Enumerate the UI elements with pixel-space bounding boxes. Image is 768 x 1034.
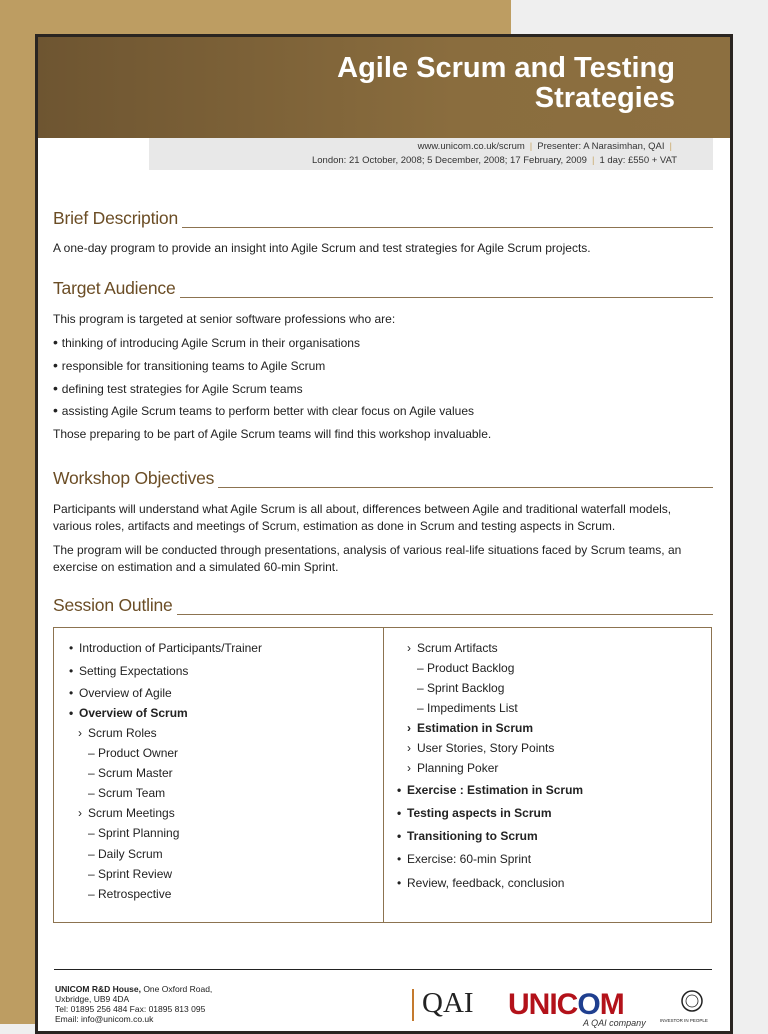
outline-item: • Overview of Agile: [69, 686, 172, 700]
investor-in-people-text: INVESTOR IN PEOPLE: [660, 1018, 708, 1023]
outline-subitem: › Scrum Roles: [78, 726, 157, 740]
course-dates: London: 21 October, 2008; 5 December, 2008; 17 February, 2009: [311, 155, 587, 166]
section-outline: [53, 596, 713, 618]
outline-title: Session Outline: [53, 595, 177, 615]
brochure-page: [35, 34, 733, 1034]
outline-subsubitem: – Product Backlog: [417, 661, 515, 675]
info-line-2: London: 21 October, 2008; 5 December, 2008; 17 February, 2009 | 1 day: £550 + VAT: [311, 155, 677, 166]
outline-subsubitem: – Sprint Review: [88, 867, 173, 881]
objectives-paragraph-2: The program will be conducted through presentations, analysis of various real-life situations faced by Scrum teams, an exercise on estimation and a simulated 60-min Sprint.: [53, 543, 682, 574]
outline-subitem: › Planning Poker: [407, 761, 499, 775]
outline-subsubitem: – Sprint Planning: [88, 826, 180, 840]
footer-divider: [54, 969, 712, 970]
outline-item: • Review, feedback, conclusion: [397, 876, 565, 890]
outline-subsubitem: – Sprint Backlog: [417, 681, 505, 695]
presenter: Presenter: A Narasimhan, QAI: [537, 141, 665, 152]
course-price: 1 day: £550 + VAT: [599, 155, 677, 166]
section-audience: [53, 279, 713, 301]
unicom-tagline: A QAI company: [583, 1018, 646, 1028]
footer-email[interactable]: Email: info@unicom.co.uk: [55, 1014, 154, 1024]
audience-intro: This program is targeted at senior software professions who are:: [53, 312, 396, 326]
qai-logo: QAI: [422, 987, 474, 1019]
footer-address: UNICOM R&D House, One Oxford Road, Uxbridge, UB9 4DA Tel: 01895 256 484 Fax: 01895 813 095 Email: info@unicom.co.uk: [55, 984, 213, 1024]
course-url[interactable]: www.unicom.co.uk/scrum: [417, 141, 525, 152]
outline-subsubitem: – Impediments List: [417, 701, 518, 715]
section-brief: [53, 209, 713, 231]
audience-bullet: • thinking of introducing Agile Scrum in their organisations: [53, 334, 713, 352]
outline-subsubitem: – Daily Scrum: [88, 847, 163, 861]
outline-item: • Setting Expectations: [69, 664, 189, 678]
outline-subsubitem: – Scrum Team: [88, 786, 166, 800]
unicom-logo: UNICOM: [508, 988, 624, 1021]
outline-subitem: › User Stories, Story Points: [407, 741, 555, 755]
outline-subsubitem: – Product Owner: [88, 746, 179, 760]
audience-bullet: • defining test strategies for Agile Scrum teams: [53, 380, 713, 398]
brief-title: Brief Description: [53, 208, 182, 228]
audience-bullet: • responsible for transitioning teams to Agile Scrum: [53, 357, 713, 375]
outline-subitem: › Estimation in Scrum: [407, 721, 534, 735]
title-line-1: Agile Scrum and Testing: [337, 52, 675, 84]
outline-subsubitem: – Retrospective: [88, 887, 172, 901]
info-bar: [149, 138, 713, 170]
investor-in-people-icon: [678, 987, 706, 1017]
outline-item: • Exercise: 60-min Sprint: [397, 852, 532, 866]
title-banner: [38, 37, 730, 138]
outline-item: • Transitioning to Scrum: [397, 829, 538, 843]
audience-bullet: • assisting Agile Scrum teams to perform better with clear focus on Agile values: [53, 402, 713, 420]
outline-item: • Overview of Scrum: [69, 706, 188, 720]
objectives-paragraph-1: Participants will understand what Agile Scrum is all about, differences between Agile and traditional waterfall models, various roles, artifacts and meetings of Scrum, estimation as done in Scrum and testing aspects in Scrum.: [53, 502, 672, 533]
info-line-1: www.unicom.co.uk/scrum | Presenter: A Narasimhan, QAI |: [417, 141, 672, 152]
session-outline-box: [53, 627, 712, 923]
qai-logo-bar: [412, 989, 414, 1021]
section-objectives: [53, 469, 713, 491]
outline-subitem: › Scrum Artifacts: [407, 641, 498, 655]
objectives-title: Workshop Objectives: [53, 468, 218, 488]
outline-subitem: › Scrum Meetings: [78, 806, 175, 820]
audience-outro: Those preparing to be part of Agile Scrum teams will find this workshop invaluable.: [53, 427, 492, 441]
outline-item: • Introduction of Participants/Trainer: [69, 641, 262, 655]
brief-text: A one-day program to provide an insight into Agile Scrum and test strategies for Agile Scrum projects.: [53, 241, 591, 255]
outline-subsubitem: – Scrum Master: [88, 766, 173, 780]
audience-title: Target Audience: [53, 278, 180, 298]
outline-item: • Testing aspects in Scrum: [397, 806, 552, 820]
outline-item: • Exercise : Estimation in Scrum: [397, 783, 584, 797]
title-line-2: Strategies: [534, 82, 675, 114]
